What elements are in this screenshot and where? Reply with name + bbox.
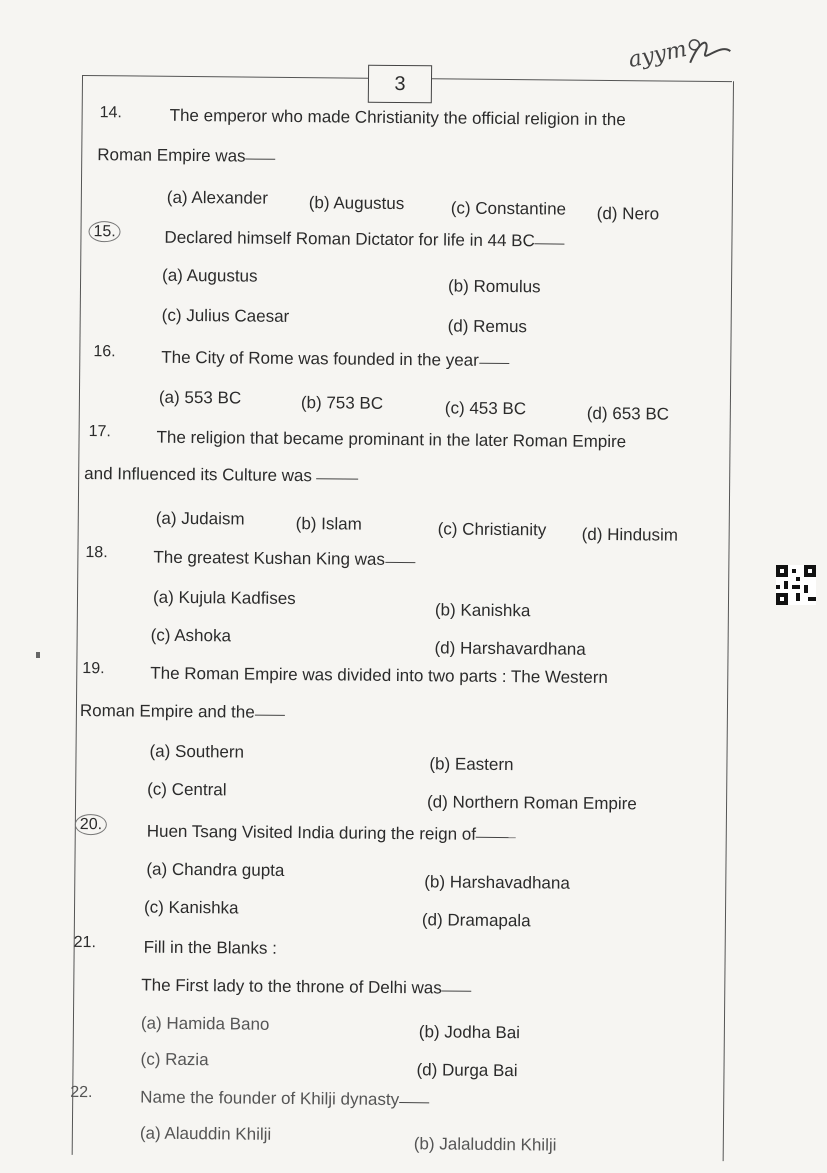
option: (b) Kanishka [434,600,531,621]
question-stem: Huen Tsang Visited India during the reign of [147,822,516,846]
handwritten-initials: ayym [626,36,689,74]
question-number: 15. [88,222,120,242]
option: (d) Harshavardhana [434,638,586,659]
option: (d) Durga Bai [416,1060,518,1081]
option: (a) Kujula Kadfises [152,587,296,609]
option: (b) Harshavadhana [424,872,570,893]
question-stem-cont: and Influenced its Culture was [84,464,359,487]
question-stem-cont: Roman Empire was [97,145,276,167]
option: (a) Alexander [166,187,269,208]
question-number: 16. [93,343,116,361]
question-stem: Declared himself Roman Dictator for life in 44 BC [164,228,565,252]
question-number: 19. [82,659,105,678]
scan-mark [36,652,40,658]
qr-code-icon [776,565,816,605]
option: (a) Augustus [162,265,258,286]
option: (c) Ashoka [150,625,232,646]
option: (a) 553 BC [158,387,242,408]
option: (b) Augustus [308,193,405,214]
question-stem: The greatest Kushan King was [153,548,415,571]
signature-squiggle-icon [680,33,740,74]
option: (c) Julius Caesar [161,305,290,326]
question-number: 18. [85,544,108,562]
question-number: 22. [70,1083,93,1102]
option: (d) Northern Roman Empire [426,792,637,814]
question-stem: Name the founder of Khilji dynasty [140,1088,429,1111]
option: (c) Central [147,779,227,800]
question-stem: The religion that became prominant in the later Roman Empire [156,427,627,452]
option: (d) 653 BC [586,403,670,424]
option: (b) Islam [295,514,362,534]
option: (c) Razia [140,1049,209,1070]
option: (b) Romulus [447,276,541,297]
question-stem: The Roman Empire was divided into two parts : The Western [150,663,609,688]
option: (a) Hamida Bano [140,1013,270,1034]
option: (d) Hindusim [581,524,679,545]
question-stem-cont: Roman Empire and the [80,701,285,723]
option: (a) Alauddin Khilji [139,1123,272,1144]
option: (a) Judaism [155,508,245,529]
question-stem: The City of Rome was founded in the year [161,348,509,371]
option: (b) Jodha Bai [418,1022,521,1043]
option: (c) 453 BC [444,398,527,419]
option: (b) Eastern [429,754,514,775]
option: (b) Jalaluddin Khilji [413,1134,557,1155]
option: (d) Nero [596,203,660,224]
page-number: 3 [368,65,432,104]
section-heading: Fill in the Blanks : [143,937,277,958]
option: (d) Dramapala [421,910,531,931]
option: (c) Christianity [437,519,547,540]
question-number: 20. [75,815,107,835]
option: (b) 753 BC [300,393,384,413]
option: (a) Chandra gupta [146,859,285,880]
option: (a) Southern [149,741,245,762]
option: (c) Kanishka [143,897,239,918]
question-number: 17. [88,423,111,441]
question-stem: The emperor who made Christianity the official religion in the [169,105,626,130]
question-stem: The First lady to the throne of Delhi was [141,976,472,999]
option: (c) Constantine [450,198,567,219]
question-number: 21. [73,933,97,952]
question-number: 14. [99,104,123,122]
option: (d) Remus [447,316,528,337]
